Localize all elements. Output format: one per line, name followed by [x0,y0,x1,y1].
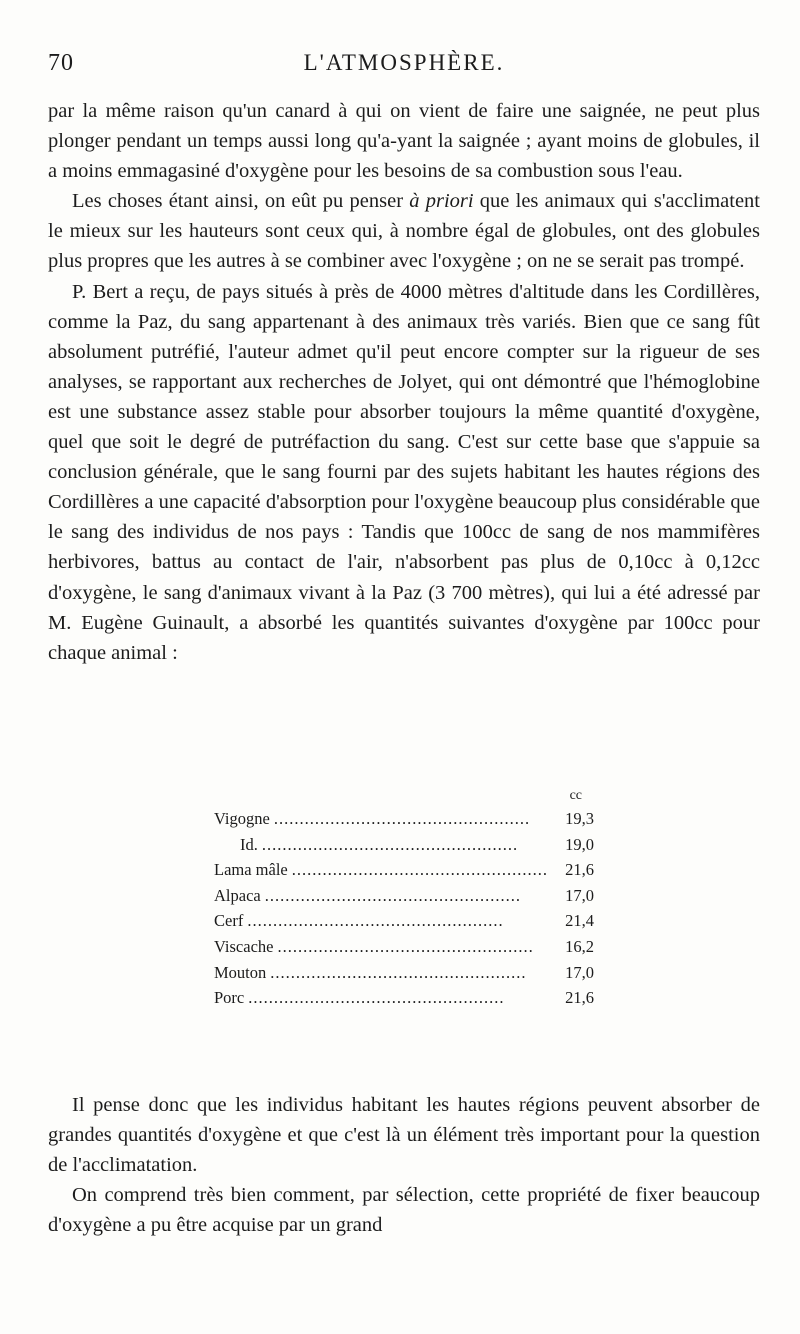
animal-name: Viscache [214,936,274,956]
oxygen-value: 17,0 [565,885,594,905]
dot-leader: .................................................. [291,860,549,880]
animal-name: Porc [214,988,245,1008]
table-row [214,908,594,934]
table-rows [214,806,594,1011]
dot-leader: .................................................. [248,988,505,1008]
animal-name: Mouton [214,962,267,982]
dot-leader: .................................................. [261,834,519,854]
table-row [214,960,594,986]
paragraph-2 [48,186,760,276]
body-text-bottom [48,1090,760,1240]
animal-name: Alpaca [214,885,261,905]
paragraph-2-start: Les choses étant ainsi, on eût pu penser [72,190,410,213]
oxygen-value: 19,3 [565,809,594,828]
table-row [214,883,594,909]
body-text-top [48,96,760,668]
oxygen-table [214,786,594,1011]
table-row [214,934,594,960]
page-number: 70 [48,50,74,76]
dot-leader: .................................................. [270,962,527,982]
dot-leader: .................................................. [273,809,531,828]
page-header [48,50,760,90]
dot-leader: .................................................. [247,911,504,931]
oxygen-value: 16,2 [565,936,594,956]
paragraph-3: P. Bert a reçu, de pays situés à près de 4000 mètres d'altitude dans les Cordillères, comme la Paz, du sang appartenant à des animaux très variés. Bien que ce sang fût absolument putréfié, l'auteur admet qu'il peut encore compter sur la rigueur de ses analyses, se rapportant aux recherches de Jolyet, qui ont démontré que l'hémoglobine est une substance assez stable pour absorber toujours la même quantité d'oxygène, quel que soit le degré de putréfaction du sang. C'est sur cette base que s'appuie sa conclusion générale, que le sang fourni par des sujets habitant les hautes régions des Cordillères a une capacité d'absorption pour l'oxygène beaucoup plus considérable que le sang des individus de nos pays : Tandis que 100cc de sang de nos mammifères herbivores, battus au contact de l'air, n'absorbent pas plus de 0,10cc à 0,12cc d'oxygène, le sang d'animaux vivant à la Paz (3 700 mètres), qui lui a été adressé par M. Eugène Guinault, a absorbé les quantités suivantes d'oxygène par 100cc pour chaque animal : [48,280,760,664]
dot-leader: .................................................. [264,885,521,905]
oxygen-value: 21,4 [565,911,594,931]
oxygen-value: 17,0 [565,962,594,982]
animal-name: Vigogne [214,809,270,828]
animal-name: Cerf [214,911,244,931]
dot-leader: .................................................. [277,936,534,956]
paragraph-2-end: que les animaux qui s'acclimatent le mieux sur les hauteurs sont ceux qui, à nombre égal de globules, ont des globules plus propres que les autres à se combiner avec l'oxygène ; on ne se serait pas trompé. [48,190,760,273]
animal-name: Id. [240,834,258,854]
paragraph-1: par la même raison qu'un canard à qui on vient de faire une saignée, ne peut plus plonger pendant un temps aussi long qu'a-yant la saignée ; ayant moins de globules, il a moins emmagasiné d'oxygène pour les besoins de sa combustion sous l'eau. [48,100,760,183]
table-row [214,806,594,832]
running-title: L'ATMOSPHÈRE. [303,50,505,75]
oxygen-value: 19,0 [565,834,594,854]
table-unit: cc [569,788,582,803]
table-row [214,832,594,858]
animal-name: Lama mâle [214,860,288,880]
table-row [214,985,594,1011]
paragraph-5: On comprend très bien comment, par sélection, cette propriété de fixer beaucoup d'oxygène a pu être acquise par un grand [48,1184,760,1237]
paragraph-2-italic: à priori [409,190,474,213]
paragraph-4: Il pense donc que les individus habitant les hautes régions peuvent absorber de grandes quantités d'oxygène et que c'est là un élément très important pour la question de l'acclimatation. [48,1094,760,1177]
oxygen-value: 21,6 [565,988,594,1008]
oxygen-value: 21,6 [565,860,594,880]
table-row [214,857,594,883]
